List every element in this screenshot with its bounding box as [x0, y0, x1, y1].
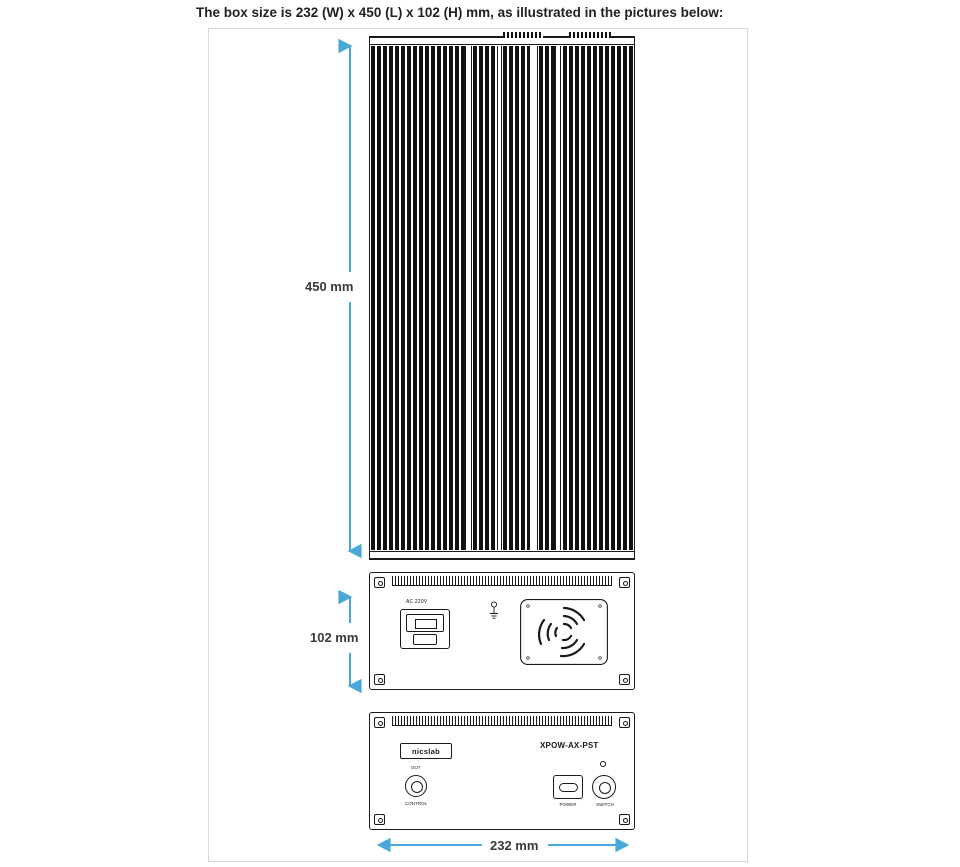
control-connector-caption: CONTROL: [404, 801, 427, 806]
brand-logo: nicslab: [400, 743, 452, 759]
ac-inlet-label: AC 220V: [406, 599, 428, 605]
rear-fin-strip: [392, 576, 612, 586]
power-connector: [553, 775, 583, 799]
control-connector: [405, 775, 427, 797]
heatsink-gap-mid: [497, 46, 502, 550]
top-notch-b: [569, 32, 611, 38]
power-switch-caption: SWITCH: [596, 802, 614, 807]
ac-inlet-socket: [406, 614, 444, 632]
dimension-label-height: 102 mm: [310, 630, 359, 645]
heatsink-endcap-bottom: [370, 551, 634, 559]
front-panel-view: [369, 712, 635, 830]
top-view-heatsink: [369, 36, 635, 560]
ac-inlet-fuse-drawer: [413, 634, 437, 645]
screw-icon: [619, 674, 630, 685]
heatsink-gap-right2: [555, 46, 561, 550]
heatsink-gap-left: [465, 46, 472, 550]
heatsink-gap-right: [529, 46, 538, 550]
screw-icon: [374, 717, 385, 728]
output-label: OUT: [411, 765, 421, 770]
front-fin-strip: [392, 716, 612, 726]
screw-icon: [619, 717, 630, 728]
dimension-label-width: 232 mm: [490, 838, 539, 853]
screw-icon: [374, 674, 385, 685]
intro-paragraph: The box size is 232 (W) x 450 (L) x 102 (H) mm, as illustrated in the pictures below:: [196, 5, 724, 20]
screw-icon: [619, 577, 630, 588]
power-connector-caption: POWER: [559, 802, 577, 807]
screw-icon: [619, 814, 630, 825]
dimension-label-length: 450 mm: [305, 279, 354, 294]
heatsink-fins: [371, 46, 633, 550]
top-notch-a: [503, 32, 543, 38]
earth-ground-icon: [488, 601, 500, 623]
screw-icon: [374, 577, 385, 588]
model-label: XPOW-AX-PST: [540, 741, 599, 750]
status-led-icon: [600, 761, 606, 767]
heatsink-endcap-top: [370, 37, 634, 45]
rear-panel-view: [369, 572, 635, 690]
screw-icon: [374, 814, 385, 825]
fan-grill-icon: [520, 599, 608, 665]
ac-power-inlet: [400, 609, 450, 649]
power-switch: [592, 775, 616, 799]
